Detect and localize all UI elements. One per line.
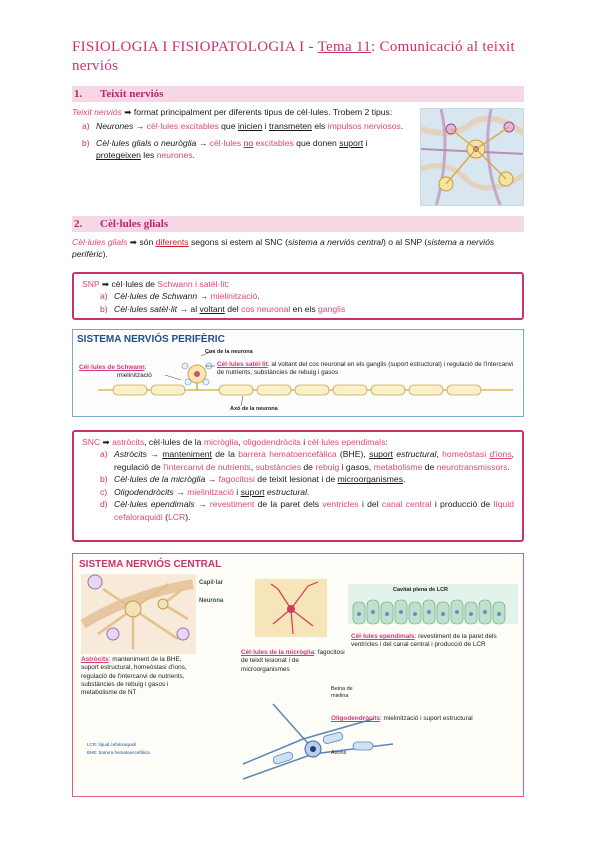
text: (BHE), xyxy=(336,449,370,460)
text: Cèl·lules satèl·lit xyxy=(114,303,178,314)
item-label: a) xyxy=(100,449,108,460)
text: no xyxy=(243,137,254,148)
section1-heading xyxy=(72,86,524,102)
snp-figure-title: SISTEMA NERVIÓS PERIFÈRIC xyxy=(77,334,225,345)
snp-figure xyxy=(72,329,524,417)
text: que xyxy=(218,121,238,132)
text: Cèl·lules de Schwann xyxy=(114,291,198,302)
arrow: → xyxy=(133,121,147,132)
label-astrocits xyxy=(81,656,201,698)
item-label: d) xyxy=(100,499,108,510)
text: i producció de xyxy=(431,499,494,510)
text: neurones xyxy=(156,150,193,161)
text: → xyxy=(173,486,188,497)
label-schwann xyxy=(79,364,167,381)
section1-number: 1. xyxy=(74,88,83,100)
text: . xyxy=(257,291,260,302)
label-canal: Cavitat plena de LCR xyxy=(393,587,449,593)
text: segons si estem al SNC ( xyxy=(188,237,288,247)
text: inicien xyxy=(237,121,263,132)
text: excitables xyxy=(253,137,294,148)
label-ependimals xyxy=(351,633,521,650)
legend-bhe: BHE: barrera hematoencefàlica xyxy=(87,750,150,755)
text: → xyxy=(205,474,219,485)
text: de xyxy=(301,461,316,472)
text: l'intercanvi de nutrients xyxy=(163,461,251,472)
text: sistema a nerviós central xyxy=(287,237,384,247)
text: que donen xyxy=(293,137,340,148)
section2-title: Cèl·lules glials xyxy=(100,218,169,230)
item-label: b) xyxy=(100,474,108,485)
list-item xyxy=(100,473,514,485)
text: ( xyxy=(162,511,168,522)
text: : xyxy=(226,279,230,289)
text: impulsos nerviosos xyxy=(327,121,401,132)
text: Cèl·lules ependimals xyxy=(351,633,415,640)
legend-lcr: LCR: líquid cefaloraquidi xyxy=(87,742,137,747)
text: mielinització xyxy=(117,372,152,380)
section1-title: Teixit nerviós xyxy=(100,88,164,100)
label-beina-mielina: Beina de mielina xyxy=(331,686,353,700)
text: d'ions xyxy=(489,449,512,460)
snc-figure xyxy=(72,553,524,797)
text: mielinització xyxy=(187,486,234,497)
text: , cèl·lules de la xyxy=(144,437,204,447)
label-oligodendrocits xyxy=(331,715,521,723)
label-satelit xyxy=(217,361,517,378)
text: . xyxy=(400,121,404,132)
page-title xyxy=(72,38,532,76)
text: metabolisme xyxy=(373,461,423,472)
text: i gasos, xyxy=(339,461,374,472)
text: substàncies xyxy=(255,461,302,472)
text: revestiment xyxy=(209,499,255,510)
text: . xyxy=(307,486,310,497)
text: i xyxy=(233,486,241,497)
text: sistema a nerviós perifèric xyxy=(72,237,495,260)
text: canal central xyxy=(381,499,432,510)
text: de la paret dels xyxy=(254,499,323,510)
neuron-network-image xyxy=(421,109,524,206)
text: . xyxy=(403,474,406,485)
list-item xyxy=(100,448,514,473)
text: Cèl·lules de la micròglia xyxy=(114,474,206,485)
text: ganglis xyxy=(318,303,346,314)
section2-intro xyxy=(72,236,527,261)
text: → xyxy=(146,449,163,460)
text: de teixit lesionat i de xyxy=(254,474,338,485)
snp-heading xyxy=(82,278,514,290)
text: microorganismes xyxy=(337,474,404,485)
text: barrera hematoencefàlica xyxy=(238,449,337,460)
text: de la xyxy=(211,449,239,460)
list-item xyxy=(82,120,412,132)
text: : mielinització i suport estructural xyxy=(380,715,473,722)
text: transmeten xyxy=(268,121,312,132)
list-item xyxy=(100,303,514,315)
text: en els xyxy=(290,303,319,314)
text: : al voltant del cos neuronal en els ganglis (suport estructural) i regulació de l'intercanvi de nutrients, substàncies de rebuig i gasos xyxy=(217,361,514,377)
text: : revestiment de la paret dels ventricles i del canal central i producció de LCR xyxy=(351,633,497,649)
snc-box xyxy=(72,430,524,542)
text: cos neuronal xyxy=(241,303,291,314)
text: ventricles xyxy=(322,499,359,510)
text: protegeixen xyxy=(96,150,141,161)
text: , xyxy=(436,449,443,460)
text: astròcits xyxy=(112,437,145,447)
label-cos-neurona: Cos de la neurona xyxy=(205,349,253,355)
term-neurones: Neurones xyxy=(96,121,134,132)
text: estructural xyxy=(392,449,437,460)
text: cèl·lules ependimals xyxy=(307,437,386,447)
text: i xyxy=(300,437,308,447)
label-axons: Axons xyxy=(331,750,347,756)
text: Oligodendròcits xyxy=(114,486,174,497)
item-label: a) xyxy=(82,121,90,132)
text: LCR xyxy=(167,511,186,522)
section2-heading xyxy=(72,216,524,232)
section2-number: 2. xyxy=(74,218,83,230)
text: → xyxy=(197,291,211,302)
text: suport xyxy=(339,137,364,148)
text: neurotransmissors xyxy=(436,461,508,472)
intro-text: ➡ format principalment per diferents tipus de cèl·lules. Trobem 2 tipus: xyxy=(121,107,393,117)
text: rebuig xyxy=(315,461,340,472)
term-glials: Cèl·lules glials o neuròglia xyxy=(96,137,197,148)
text: ). xyxy=(102,249,108,260)
text: ) o al SNP ( xyxy=(383,237,428,247)
text: cèl·lules xyxy=(209,137,244,148)
text: micròglia xyxy=(203,437,239,447)
text: ➡ són xyxy=(127,237,156,247)
text: suport xyxy=(369,449,393,460)
snc-heading xyxy=(82,436,514,448)
text: ➡ cèl·lules de xyxy=(99,279,158,289)
term-teixit-nervios: Teixit nerviós xyxy=(72,107,122,117)
list-item xyxy=(82,137,412,162)
text: oligodendròcits xyxy=(243,437,301,447)
term-cellules-glials: Cèl·lules glials xyxy=(72,237,128,247)
title-rest: : Comunicació al teixit nerviós xyxy=(72,39,515,74)
text: : fagocitosi de teixit lesionat i de microorganismes xyxy=(241,649,345,673)
text: ). xyxy=(185,511,191,522)
neuron-illustration xyxy=(420,108,524,206)
text: cèl·lules excitables xyxy=(146,121,219,132)
text: Cèl·lules de la micròglia xyxy=(241,649,315,656)
text: ➡ xyxy=(100,437,113,447)
text: , xyxy=(250,461,256,472)
text: Astròcits xyxy=(114,449,147,460)
section1-body xyxy=(72,106,412,162)
title-tema: Tema 11 xyxy=(317,39,372,55)
label-axo: Axó de la neurona xyxy=(230,406,278,412)
text: Cèl·lules satèl·lit xyxy=(217,361,268,368)
text: → xyxy=(194,499,210,510)
item-label: b) xyxy=(82,137,90,148)
item-label: a) xyxy=(100,291,108,302)
text: diferents xyxy=(155,237,189,247)
text: del xyxy=(224,303,242,314)
label-microglia xyxy=(241,649,345,674)
text: Cèl·lules de Schwann xyxy=(79,364,145,371)
text: SNP xyxy=(82,279,100,289)
cell-type-list xyxy=(72,120,412,161)
text: . xyxy=(192,150,195,161)
text: suport xyxy=(240,486,265,497)
text: manteniment xyxy=(162,449,212,460)
label-neurona: Neurona xyxy=(199,598,224,604)
snc-list xyxy=(82,448,514,523)
text: els xyxy=(311,121,328,132)
snc-figure-title: SISTEMA NERVIÓS CENTRAL xyxy=(79,559,222,570)
snp-box xyxy=(72,272,524,320)
list-item xyxy=(100,486,514,498)
text: Oligodendròcits xyxy=(331,715,380,722)
text: : xyxy=(385,437,388,447)
text: mielinització xyxy=(210,291,258,302)
section1-intro xyxy=(72,106,412,118)
title-main: FISIOLOGIA I FISIOPATOLOGIA I - xyxy=(72,39,314,55)
text: Cèl·lules ependimals xyxy=(114,499,195,510)
text: les xyxy=(140,150,157,161)
list-item xyxy=(100,498,514,523)
text: de xyxy=(422,461,437,472)
list-item xyxy=(100,290,514,302)
snp-list xyxy=(82,290,514,315)
text: Schwann i satèl·lit xyxy=(157,279,227,289)
text: . xyxy=(507,461,510,472)
text: voltant xyxy=(199,303,225,314)
text: → al xyxy=(177,303,200,314)
text: estructural xyxy=(264,486,307,497)
text: i xyxy=(262,121,269,132)
text: , xyxy=(238,437,244,447)
text: fagocitosi xyxy=(218,474,255,485)
item-label: b) xyxy=(100,303,108,314)
text: homeòstasi xyxy=(442,449,490,460)
text: SNC xyxy=(82,437,101,447)
label-capillar: Capil·lar xyxy=(199,580,224,586)
text: líquid cefaloraquidi xyxy=(114,499,515,522)
item-label: c) xyxy=(100,486,108,497)
text: i xyxy=(363,137,368,148)
text: : manteniment de la BHE, suport estructural, homeòstasi d'ions, regulació de l'intercanvi de nutrients, substàncies de rebuig i gasos i metabolisme de NT xyxy=(81,656,187,697)
text: , regulació de xyxy=(114,449,515,472)
arrow: → xyxy=(196,137,210,148)
text: i del xyxy=(358,499,382,510)
text: : xyxy=(144,364,147,371)
text: Astròcits xyxy=(81,656,109,663)
